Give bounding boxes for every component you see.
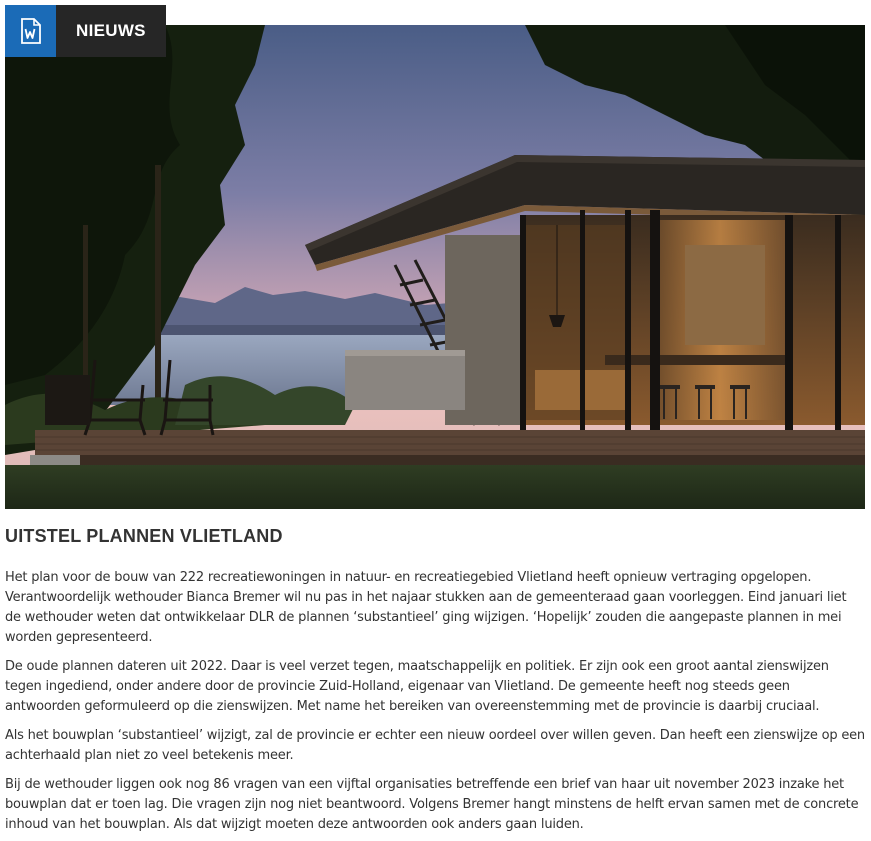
article-paragraph: Bij de wethouder liggen ook nog 86 vragen van een vijftal organisaties betreffende een brief van haar uit november 2023 inzake het bouwplan dat er toen lag. Die vragen zijn nog niet beantwoord. Volgens Bremer hangt minstens de helft ervan samen met de concrete inhoud van het bouwplan. Als dat wijzigt moeten deze antwoorden ook anders gaan luiden. (5, 777, 859, 832)
article-paragraph: De oude plannen dateren uit 2022. Daar is veel verzet tegen, maatschappelijk en politiek. Er zijn ook een groot aantal zienswijzen tegen ingediend, onder andere door de provincie Zuid-Holland, eigenaar van Vlietland. De gemeente heeft nog steeds geen antwoorden geformuleerd op die zienswijzen. Met name het bereiken van overeenstemming met de provincie is daarbij cruciaal. (5, 659, 829, 714)
document-w-icon (5, 5, 56, 57)
section-label: NIEUWS (56, 5, 166, 57)
hero-image (5, 25, 865, 509)
article-title: UITSTEL PLANNEN VLIETLAND (5, 526, 283, 546)
article-paragraph: Als het bouwplan ‘substantieel’ wijzigt, zal de provincie er echter een nieuw oordeel over willen geven. Dan heeft een zienswijze op een achterhaald plan niet zo veel betekenis meer. (5, 728, 865, 763)
article-paragraph: Het plan voor de bouw van 222 recreatiewoningen in natuur- en recreatiegebied Vlietland heeft opnieuw vertraging opgelopen. Verantwoordelijk wethouder Bianca Bremer wil nu pas in het najaar stukken aan de gemeenteraad gaan voorleggen. Eind januari liet de wethouder weten dat ontwikkelaar DLR de plannen ‘substantieel’ ging wijzigen. ‘Hopelijk’ zouden die aangepaste plannen in mei worden gepresenteerd. (5, 570, 847, 645)
news-badge (5, 5, 166, 57)
modern-cabin-photo (5, 25, 865, 509)
article-body (5, 568, 865, 841)
